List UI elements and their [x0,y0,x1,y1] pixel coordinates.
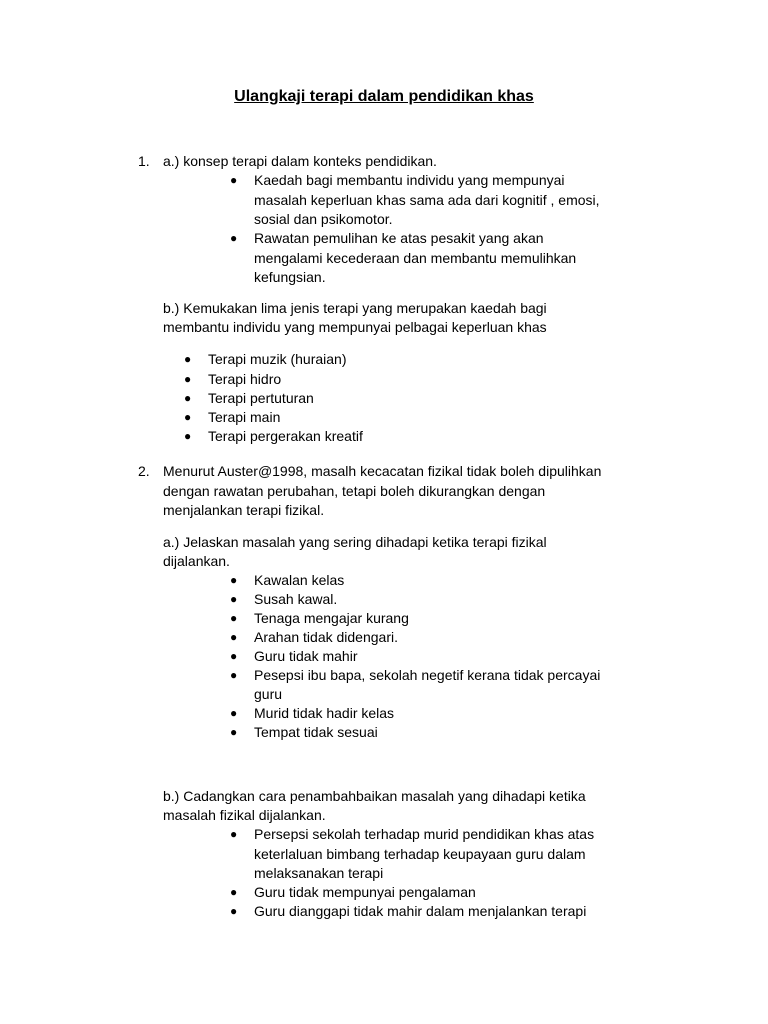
question-1b-prompt-line-1: b.) Kemukakan lima jenis terapi yang merupakan kaedah bagi [163,300,547,316]
q2b-item-3: Guru dianggapi tidak mahir dalam menjalankan terapi [254,903,587,919]
bullet-icon: ● [184,429,192,443]
q2a-item-6-line-2: guru [254,686,283,702]
q2a-item-3: Tenaga mengajar kurang [254,610,409,626]
q2a-item-8: Tempat tidak sesuai [254,724,378,740]
bullet-icon: ● [230,904,238,918]
q2b-item-1-line-3: melaksanakan terapi [254,865,384,881]
question-2-number: 2. [138,463,150,479]
bullet-icon: ● [184,372,192,386]
bullet-icon: ● [230,573,238,587]
question-1a-prompt: a.) konsep terapi dalam konteks pendidikan. [163,153,437,169]
bullet-icon: ● [230,885,238,899]
q1a-item-1-line-1: Kaedah bagi membantu individu yang mempunyai [254,172,565,188]
q1b-item-3: Terapi pertuturan [208,390,314,406]
q2a-item-1: Kawalan kelas [254,572,345,588]
q1b-item-1: Terapi muzik (huraian) [208,351,347,367]
question-2a-prompt-line-2: dijalankan. [163,553,230,569]
bullet-icon: ● [230,231,238,245]
bullet-icon: ● [230,827,238,841]
q1a-item-2-line-3: kefungsian. [254,269,326,285]
question-2-intro-line-3: menjalankan terapi fizikal. [163,502,325,518]
q2a-item-5: Guru tidak mahir [254,648,358,664]
bullet-icon: ● [184,391,192,405]
document-title: Ulangkaji terapi dalam pendidikan khas [234,88,534,105]
bullet-icon: ● [184,410,192,424]
q1a-item-2-line-1: Rawatan pemulihan ke atas pesakit yang akan [254,230,544,246]
bullet-icon: ● [230,630,238,644]
question-1b-prompt-line-2: membantu individu yang mempunyai pelbagai keperluan khas [163,319,547,335]
q1b-item-4: Terapi main [208,409,281,425]
q2a-item-7: Murid tidak hadir kelas [254,705,395,721]
q2b-item-1-line-1: Persepsi sekolah terhadap murid pendidikan khas atas [254,826,595,842]
bullet-icon: ● [230,173,238,187]
q1b-item-2: Terapi hidro [208,371,282,387]
q1b-item-5: Terapi pergerakan kreatif [208,428,363,444]
q2b-item-2: Guru tidak mempunyai pengalaman [254,884,476,900]
question-2a-prompt-line-1: a.) Jelaskan masalah yang sering dihadapi ketika terapi fizikal [163,534,547,550]
bullet-icon: ● [230,725,238,739]
bullet-icon: ● [184,352,192,366]
q2a-item-4: Arahan tidak didengari. [254,629,398,645]
bullet-icon: ● [230,649,238,663]
question-2b-prompt-line-2: masalah fizikal dijalankan. [163,807,326,823]
q2b-item-1-line-2: keterlaluan bimbang terhadap keupayaan guru dalam [254,846,586,862]
q1a-item-2-line-2: mengalami kecederaan dan membantu memulihkan [254,250,577,266]
question-1-number: 1. [138,153,150,169]
bullet-icon: ● [230,611,238,625]
bullet-icon: ● [230,668,238,682]
bullet-icon: ● [230,592,238,606]
question-2-intro-line-1: Menurut Auster@1998, masalh kecacatan fizikal tidak boleh dipulihkan [163,463,602,479]
q1a-item-1-line-2: masalah keperluan khas sama ada dari kognitif , emosi, [254,192,600,208]
bullet-icon: ● [230,706,238,720]
q2a-item-2: Susah kawal. [254,591,338,607]
question-2-intro-line-2: dengan rawatan perubahan, tetapi boleh dikurangkan dengan [163,483,546,499]
question-2b-prompt-line-1: b.) Cadangkan cara penambahbaikan masalah yang dihadapi ketika [163,788,586,804]
q1a-item-1-line-3: sosial dan psikomotor. [254,211,393,227]
q2a-item-6-line-1: Pesepsi ibu bapa, sekolah negetif kerana tidak percayai [254,667,601,683]
